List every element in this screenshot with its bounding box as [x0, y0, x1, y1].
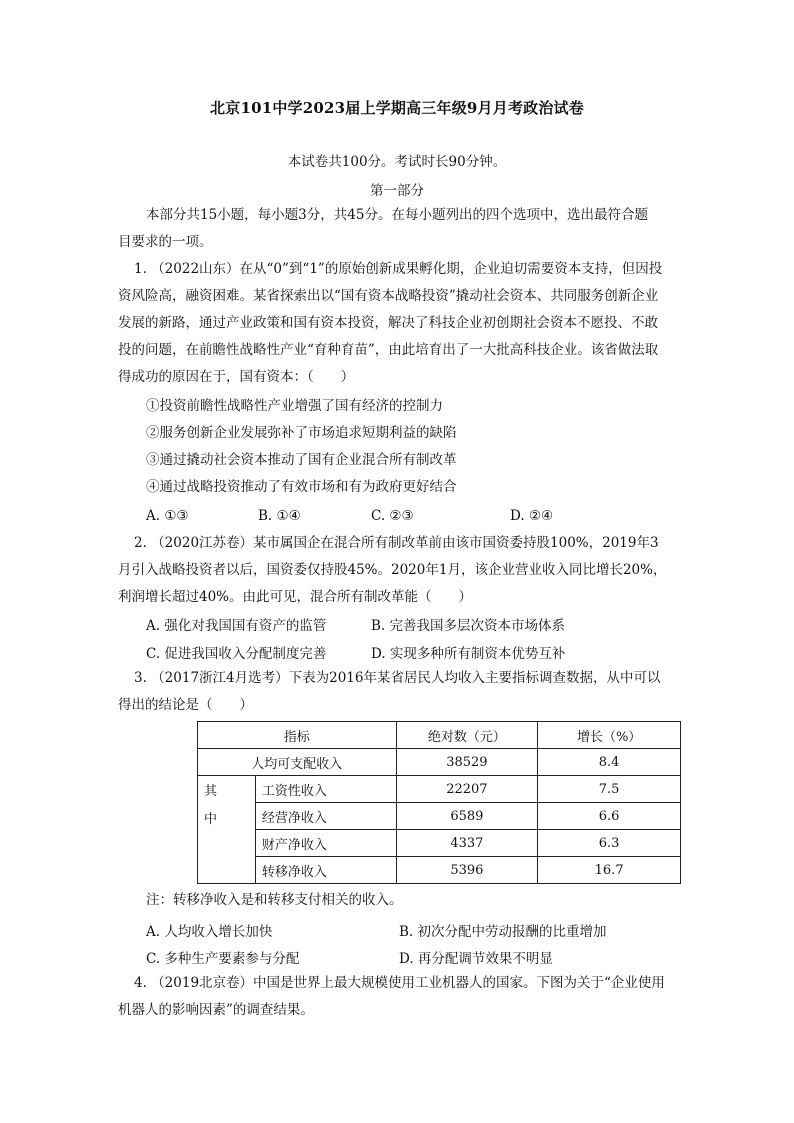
- income-data-table: [197, 721, 681, 884]
- q1-option-c[interactable]: C. ②③: [371, 508, 414, 524]
- part-heading: 第一部分: [370, 183, 424, 199]
- instructions-line-2: 目要求的一项。: [118, 234, 213, 250]
- q1-option-b[interactable]: B. ①④: [258, 508, 301, 524]
- q3-option-d[interactable]: D. 再分配调节效果不明显: [399, 951, 553, 967]
- q1-stem-line-4: 投的问题，在前瞻性战略性产业“育种育苗”，由此培育出了一大批高科技企业。该省做法取: [118, 342, 659, 358]
- table-row: [198, 776, 681, 803]
- q1-statement-1: ①投资前瞻性战略性产业增强了国有经济的控制力: [146, 398, 443, 414]
- q2-stem-line-3: 利润增长超过40%。由此可见，混合所有制改革能（ ）: [118, 589, 473, 605]
- q1-option-a[interactable]: A. ①③: [146, 508, 189, 524]
- q3-stem-line-1: 3. （2017浙江4月选考）下表为2016年某省居民人均收入主要指标调查数据，从中可以: [134, 670, 661, 686]
- exam-info: 本试卷共100分。考试时长90分钟。: [287, 154, 507, 170]
- table-cell-growth: 8.4: [538, 749, 681, 776]
- table-cell-label: 转移净收入: [255, 857, 396, 884]
- table-header-growth: 增长（%）: [538, 722, 681, 749]
- table-cell-growth: 6.3: [538, 830, 681, 857]
- q2-option-a[interactable]: A. 强化对我国国有资产的监管: [146, 618, 327, 634]
- q2-stem-line-1: 2. （2020江苏卷）某市属国企在混合所有制改革前由该市国资委持股100%，2019年3: [134, 535, 659, 551]
- q1-statement-2: ②服务创新企业发展弥补了市场追求短期利益的缺陷: [146, 425, 457, 441]
- table-group-label: [198, 776, 256, 884]
- table-cell-label: 工资性收入: [255, 776, 396, 803]
- table-group-label-char-2: 中: [204, 812, 218, 827]
- q4-stem-line-2: 机器人的影响因素”的调查结果。: [118, 1002, 314, 1018]
- table-cell-growth: 16.7: [538, 857, 681, 884]
- q2-option-d[interactable]: D. 实现多种所有制资本优势互补: [371, 646, 566, 662]
- table-cell-value: 4337: [396, 830, 538, 857]
- table-row: [198, 830, 681, 857]
- table-cell-value: 5396: [396, 857, 538, 884]
- q1-stem-line-3: 发展的新路，通过产业政策和国有资本投资，解决了科技企业初创期社会资本不愿投、不敢: [118, 315, 658, 331]
- q3-option-c[interactable]: C. 多种生产要素参与分配: [146, 951, 300, 967]
- table-cell-value: 22207: [396, 776, 538, 803]
- table-row: [198, 803, 681, 830]
- q3-option-a[interactable]: A. 人均收入增长加快: [146, 924, 273, 940]
- q3-stem-line-2: 得出的结论是（ ）: [118, 697, 253, 713]
- q2-option-b[interactable]: B. 完善我国多层次资本市场体系: [371, 618, 566, 634]
- q3-table-note: 注：转移净收入是和转移支付相关的收入。: [146, 892, 403, 908]
- table-header-indicator: 指标: [198, 722, 397, 749]
- q1-option-d[interactable]: D. ②④: [510, 508, 554, 524]
- table-cell-label: 经营净收入: [255, 803, 396, 830]
- table-header-row: [198, 722, 681, 749]
- table-row: [198, 749, 681, 776]
- table-row: [198, 857, 681, 884]
- table-header-absolute: 绝对数（元）: [396, 722, 538, 749]
- table-cell-label: 财产净收入: [255, 830, 396, 857]
- table-cell-value: 38529: [396, 749, 538, 776]
- q1-statement-4: ④通过战略投资推动了有效市场和有为政府更好结合: [146, 479, 457, 495]
- q1-statement-3: ③通过撬动社会资本推动了国有企业混合所有制改革: [146, 452, 457, 468]
- table-group-label-char-1: 其: [204, 784, 218, 799]
- table-cell-value: 6589: [396, 803, 538, 830]
- table-cell-label: 人均可支配收入: [198, 749, 397, 776]
- q1-stem-line-2: 资风险高，融资困难。某省探索出以“国有资本战略投资”撬动社会资本、共同服务创新企业: [118, 288, 659, 304]
- table-cell-growth: 7.5: [538, 776, 681, 803]
- q2-option-c[interactable]: C. 促进我国收入分配制度完善: [146, 646, 327, 662]
- page-title: 北京101中学2023届上学期高三年级9月月考政治试卷: [210, 99, 584, 117]
- q4-stem-line-1: 4. （2019北京卷）中国是世界上最大规模使用工业机器人的国家。下图为关于“企业使用: [134, 975, 665, 991]
- q1-stem-line-5: 得成功的原因在于，国有资本：（ ）: [118, 369, 355, 385]
- q2-stem-line-2: 月引入战略投资者以后，国资委仅持股45%。2020年1月，该企业营业收入同比增长20%，: [118, 562, 667, 578]
- table-cell-growth: 6.6: [538, 803, 681, 830]
- instructions-line-1: 本部分共15小题，每小题3分，共45分。在每小题列出的四个选项中，选出最符合题: [146, 207, 648, 223]
- q3-option-b[interactable]: B. 初次分配中劳动报酬的比重增加: [399, 924, 607, 940]
- q1-stem-line-1: 1. （2022山东）在从“0”到“1”的原始创新成果孵化期，企业迫切需要资本支持，但因投: [134, 261, 663, 277]
